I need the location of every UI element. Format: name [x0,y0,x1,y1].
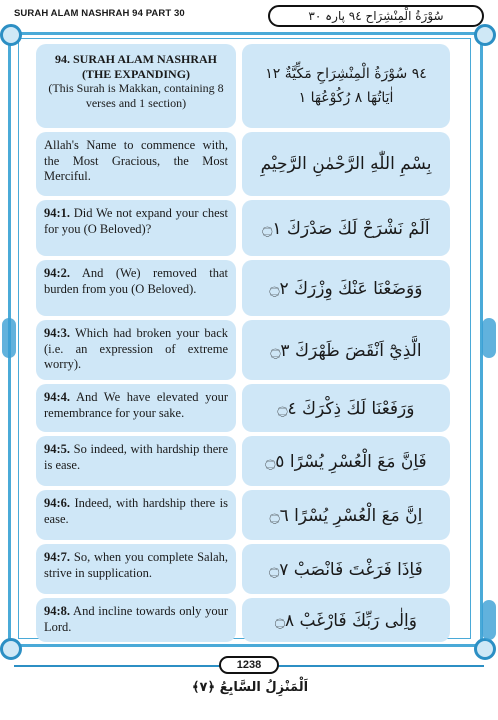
arabic-cell [242,260,450,316]
arabic-cell [242,320,450,380]
arabic-cell [242,598,450,642]
verse-arabic: وَاِلٰى رَبِّكَ فَارْغَبْ ۝٨ [275,610,417,631]
verse-arabic: الَّذِيْٓ اَنْقَضَ ظَهْرَكَ ۝٣ [270,340,422,361]
english-cell [36,260,236,316]
surah-title-row [36,44,450,128]
side-ornament-icon [2,318,16,358]
side-ornament-icon [482,318,496,358]
verse-english: Did We not expand your chest for you (O Beloved)? [44,206,228,236]
verse-row [36,436,450,486]
english-cell [36,598,236,642]
arabic-cell [242,132,450,196]
verse-number: 94:6. [44,496,71,510]
header-surah-title: SURAH ALAM NASHRAH 94 PART 30 [14,8,185,19]
arabic-title-line: ٩٤ سُوْرَةُ الْمِنْشِرَاحِ مَكِّيَّةٌ ١٢ [265,66,427,82]
verse-english: Allah's Name to commence with, the Most Gracious, the Most Merciful. [44,138,228,183]
verse-number: 94:2. [44,266,71,280]
verse-row [36,260,450,316]
verse-english: And (We) removed that burden from you (O Beloved). [44,266,228,296]
verse-row [36,200,450,256]
verse-english: So, when you complete Salah, strive in supplication. [44,550,228,580]
arabic-cell [242,384,450,432]
surah-arabic-title-cell [242,44,450,128]
page-header [8,5,490,29]
verse-english: Which had broken your back (i.e. an expression of extreme worry). [44,326,228,371]
english-cell [36,490,236,540]
english-cell [36,132,236,196]
verse-arabic: بِسْمِ اللّٰهِ الرَّحْمٰنِ الرَّحِيْمِ [260,154,432,174]
corner-ornament-icon [474,24,496,46]
surah-number-title: 94. SURAH ALAM NASHRAH [54,52,217,66]
header-arabic-title: سُوْرَةُ الْمِنْشِرَاح ٩٤ پارہ ٣٠ [268,5,484,27]
verse-arabic: اِنَّ مَعَ الْعُسْرِ يُسْرًا ۝٦ [269,505,423,526]
arabic-verse-count-line: اٰيَاتُهَا ٨ رُكُوْعُهَا ١ [298,90,394,106]
verse-number: 94:7. [44,550,71,564]
surah-title-cell [36,44,236,128]
surah-description: (This Surah is Makkan, containing 8 verses and 1 section) [48,81,224,110]
verse-number: 94:3. [44,326,71,340]
verse-row [36,598,450,642]
verse-row [36,320,450,380]
verse-number: 94:8. [44,604,71,618]
english-cell [36,320,236,380]
english-cell [36,200,236,256]
arabic-cell [242,436,450,486]
verse-number: 94:4. [44,390,71,404]
verse-arabic: فَاِذَا فَرَغْتَ فَانْصَبْ ۝٧ [269,559,423,580]
arabic-cell [242,200,450,256]
corner-ornament-icon [474,638,496,660]
verse-row [36,490,450,540]
english-cell [36,544,236,594]
verse-row [36,132,450,196]
verse-row [36,544,450,594]
verse-arabic: اَلَمْ نَشْرَحْ لَكَ صَدْرَكَ ۝١ [262,218,430,239]
verse-english: And We have elevated your remembrance for your sake. [44,390,229,420]
english-cell [36,384,236,432]
english-cell [36,436,236,486]
verse-arabic: وَوَضَعْنَا عَنْكَ وِزْرَكَ ۝٢ [269,278,423,299]
verse-row [36,384,450,432]
manzil-label: اَلْمَنْزِلُ السَّابِعُ ﴿٧﴾ [191,680,309,695]
side-ornament-icon [482,600,496,640]
corner-ornament-icon [0,24,22,46]
surah-subtitle: (THE EXPANDING) [81,66,191,81]
verse-english: And incline towards only your Lord. [44,604,228,634]
verse-number: 94:1. [44,206,71,220]
verse-english: So indeed, with hardship there is ease. [44,442,228,472]
corner-ornament-icon [0,638,22,660]
arabic-cell [242,544,450,594]
arabic-cell [242,490,450,540]
verse-arabic: فَاِنَّ مَعَ الْعُسْرِ يُسْرًا ۝٥ [265,451,427,472]
verse-number: 94:5. [44,442,71,456]
verse-arabic: وَرَفَعْنَا لَكَ ذِكْرَكَ ۝٤ [277,398,415,419]
verse-english: Indeed, with hardship there is ease. [44,496,228,526]
page-number: 1238 [219,656,279,674]
